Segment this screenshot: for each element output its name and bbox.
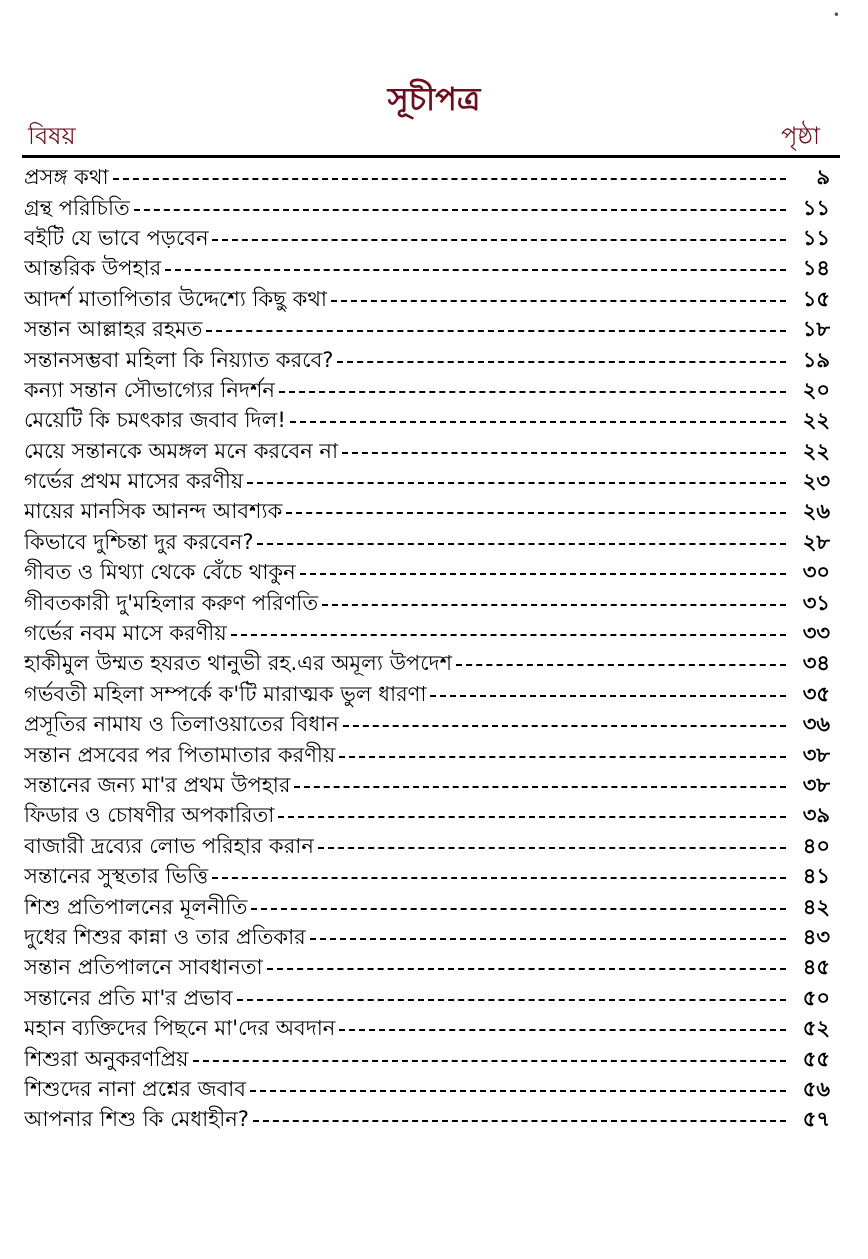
toc-entry-title: মেয়ে সন্তানকে অমঙ্গল মনে করবেন না xyxy=(24,438,339,463)
toc-entry-page-number: ১৪ xyxy=(802,256,830,281)
toc-entry-page-number: ১১ xyxy=(802,195,830,220)
toc-entry-title: গর্ভবতী মহিলা সম্পর্কে ক'টি মারাত্মক ভুল ধারণা xyxy=(24,681,427,706)
toc-entry-title: সন্তান প্রসবের পর পিতামাতার করণীয় xyxy=(24,742,336,767)
toc-entry xyxy=(24,162,830,192)
toc-entry xyxy=(24,253,830,283)
dot-leader xyxy=(165,269,786,271)
toc-entry-title: আপনার শিশু কি মেধাহীন? xyxy=(24,1107,249,1132)
dot-leader xyxy=(339,1029,786,1031)
toc-entry-title: সন্তান আল্লাহর রহমত xyxy=(24,317,203,342)
toc-entry xyxy=(24,496,830,526)
toc-entry-page-number: ৩৪ xyxy=(802,651,830,676)
toc-entry-page-number: ৪১ xyxy=(802,864,830,889)
toc-entry-title: হাকীমুল উম্মত হযরত থানুভী রহ.এর অমূল্য উপদেশ xyxy=(24,651,453,676)
toc-entry xyxy=(24,344,830,374)
toc-entry xyxy=(24,648,830,678)
toc-entry xyxy=(24,861,830,891)
dot-leader xyxy=(253,1120,786,1122)
toc-entry-page-number: ১৫ xyxy=(802,286,830,311)
toc-entry xyxy=(24,314,830,344)
dot-leader xyxy=(250,1090,786,1092)
toc-entry-title: ফিডার ও চোষণীর অপকারিতা xyxy=(24,803,275,828)
toc-entry xyxy=(24,436,830,466)
toc-entry-title: প্রসূতির নামায ও তিলাওয়াতের বিধান xyxy=(24,712,339,737)
dot-leader xyxy=(290,421,786,423)
dot-leader xyxy=(206,330,786,332)
header-divider xyxy=(22,155,840,158)
toc-entry xyxy=(24,192,830,222)
dot-leader xyxy=(279,391,786,393)
dot-leader xyxy=(113,178,786,180)
toc-entry-page-number: ৩০ xyxy=(802,560,830,585)
dot-leader xyxy=(212,239,786,241)
toc-entry-title: কিভাবে দুশ্চিন্তা দুর করবেন? xyxy=(24,529,254,554)
toc-entry-title: আদর্শ মাতাপিতার উদ্দেশ্যে কিছু কথা xyxy=(24,286,328,311)
toc-entry-page-number: ৩৮ xyxy=(802,773,830,797)
toc-entry xyxy=(24,587,830,617)
corner-mark: • xyxy=(832,8,840,22)
dot-leader xyxy=(294,786,786,788)
page-title: সূচীপত্র xyxy=(387,80,481,118)
dot-leader xyxy=(300,573,786,575)
toc-entry-page-number: ২২ xyxy=(802,438,830,463)
toc-entry-title: দুধের শিশুর কান্না ও তার প্রতিকার xyxy=(24,924,306,949)
toc-entry-page-number: ২৬ xyxy=(802,499,830,524)
toc-entry xyxy=(24,1074,830,1104)
toc-entry-title: গীবত ও মিথ্যা থেকে বেঁচে থাকুন xyxy=(24,560,296,585)
toc-entry xyxy=(24,527,830,557)
toc-entry-title: শিশুরা অনুকরণপ্রিয় xyxy=(24,1046,189,1071)
toc-entry-title: আন্তরিক উপহার xyxy=(24,256,162,281)
toc-entry-page-number: ৩১ xyxy=(802,590,830,615)
toc-entry xyxy=(24,983,830,1013)
toc-entry-page-number: ১৯ xyxy=(802,347,830,372)
toc-entry xyxy=(24,375,830,405)
toc-entry-page-number: ৯ xyxy=(816,165,830,190)
dot-leader xyxy=(343,725,786,727)
toc-entry-title: সন্তান প্রতিপালনে সাবধানতা xyxy=(24,955,263,980)
toc-entry-title: সন্তানের প্রতি মা'র প্রভাব xyxy=(24,985,233,1010)
dot-leader xyxy=(247,482,786,484)
dot-leader xyxy=(212,877,786,879)
toc-entry xyxy=(24,922,830,952)
subject-column-header: বিষয় xyxy=(28,122,76,150)
toc-entry xyxy=(24,405,830,435)
toc-entry xyxy=(24,223,830,253)
toc-entry-page-number: ১১ xyxy=(802,225,830,250)
page-column-header: পৃষ্ঠা xyxy=(781,122,820,150)
toc-entry-page-number: ৩৯ xyxy=(802,803,830,828)
toc-entry xyxy=(24,1104,830,1134)
dot-leader xyxy=(286,512,786,514)
dot-leader xyxy=(337,361,786,363)
toc-entry-title: সন্তানসম্ভবা মহিলা কি নিয়্যাত করবে? xyxy=(24,347,334,372)
toc-entry xyxy=(24,739,830,769)
toc-entry xyxy=(24,891,830,921)
dot-leader xyxy=(339,756,786,758)
toc-entry-title: মেয়েটি কি চমৎকার জবাব দিল! xyxy=(24,408,286,433)
toc-entry-page-number: ৩৫ xyxy=(802,681,830,706)
toc-entry-page-number: ৩৩ xyxy=(802,621,830,646)
toc-entry-title: গীবতকারী দু'মহিলার করুণ পরিণতি xyxy=(24,590,319,615)
toc-entry-page-number: ৩৮ xyxy=(802,742,830,767)
toc-entry-title: গ্রন্থ পরিচিতি xyxy=(24,195,130,220)
toc-entry-page-number: ৫০ xyxy=(802,985,830,1010)
dot-leader xyxy=(257,543,786,545)
toc-entry-title: বইটি যে ভাবে পড়বেন xyxy=(24,225,209,250)
toc-entry-title: কন্যা সন্তান সৌভাগ্যের নিদর্শন xyxy=(24,377,275,402)
toc-entry xyxy=(24,1013,830,1043)
toc-entry-page-number: ৩৬ xyxy=(802,712,830,737)
dot-leader xyxy=(342,452,786,454)
toc-entry-page-number: ২৮ xyxy=(802,529,830,554)
toc-entry-title: মহান ব্যক্তিদের পিছনে মা'দের অবদান xyxy=(24,1016,336,1041)
toc-entry-page-number: ৪২ xyxy=(802,894,830,919)
dot-leader xyxy=(134,209,786,211)
toc-entry xyxy=(24,770,830,800)
toc-entry xyxy=(24,557,830,587)
toc-entry-title: গর্ভের প্রথম মাসের করণীয় xyxy=(24,469,244,494)
toc-entry xyxy=(24,284,830,314)
toc-entry-title: সন্তানের জন্য মা'র প্রথম উপহার xyxy=(24,773,291,797)
toc-entry-title: শিশু প্রতিপালনের মূলনীতি xyxy=(24,894,248,919)
toc-entry-page-number: ২০ xyxy=(802,377,830,402)
dot-leader xyxy=(267,968,786,970)
toc-entry xyxy=(24,831,830,861)
dot-leader xyxy=(193,1060,786,1062)
toc-entry xyxy=(24,952,830,982)
table-of-contents xyxy=(24,162,830,1135)
toc-entry xyxy=(24,800,830,830)
toc-entry-title: মায়ের মানসিক আনন্দ আবশ্যক xyxy=(24,499,283,524)
toc-entry-page-number: ৫৬ xyxy=(802,1076,830,1101)
toc-entry-page-number: ৪৩ xyxy=(802,924,830,949)
toc-entry xyxy=(24,1043,830,1073)
toc-entry xyxy=(24,709,830,739)
toc-entry-page-number: ২২ xyxy=(802,408,830,433)
dot-leader xyxy=(251,908,786,910)
dot-leader xyxy=(430,695,786,697)
toc-entry-title: সন্তানের সুস্থতার ভিত্তি xyxy=(24,864,209,889)
dot-leader xyxy=(331,300,786,302)
toc-entry-page-number: ৫৭ xyxy=(802,1107,830,1132)
toc-entry-title: প্রসঙ্গ কথা xyxy=(24,165,109,190)
dot-leader xyxy=(237,999,786,1001)
dot-leader xyxy=(231,634,786,636)
toc-entry-page-number: ৫২ xyxy=(802,1016,830,1041)
toc-entry xyxy=(24,618,830,648)
dot-leader xyxy=(318,847,786,849)
toc-entry-page-number: ৪৫ xyxy=(802,955,830,980)
toc-entry-page-number: ৪০ xyxy=(802,833,830,858)
dot-leader xyxy=(322,604,786,606)
dot-leader xyxy=(278,816,786,818)
toc-entry-page-number: ৫৫ xyxy=(802,1046,830,1071)
toc-entry-title: গর্ভের নবম মাসে করণীয় xyxy=(24,621,227,646)
toc-entry-page-number: ২৩ xyxy=(802,469,830,494)
dot-leader xyxy=(310,938,786,940)
toc-entry-title: শিশুদের নানা প্রশ্নের জবাব xyxy=(24,1076,246,1101)
toc-entry xyxy=(24,679,830,709)
toc-entry xyxy=(24,466,830,496)
dot-leader xyxy=(456,664,786,666)
toc-entry-title: বাজারী দ্রব্যের লোভ পরিহার করান xyxy=(24,833,314,858)
toc-entry-page-number: ১৮ xyxy=(802,317,830,342)
